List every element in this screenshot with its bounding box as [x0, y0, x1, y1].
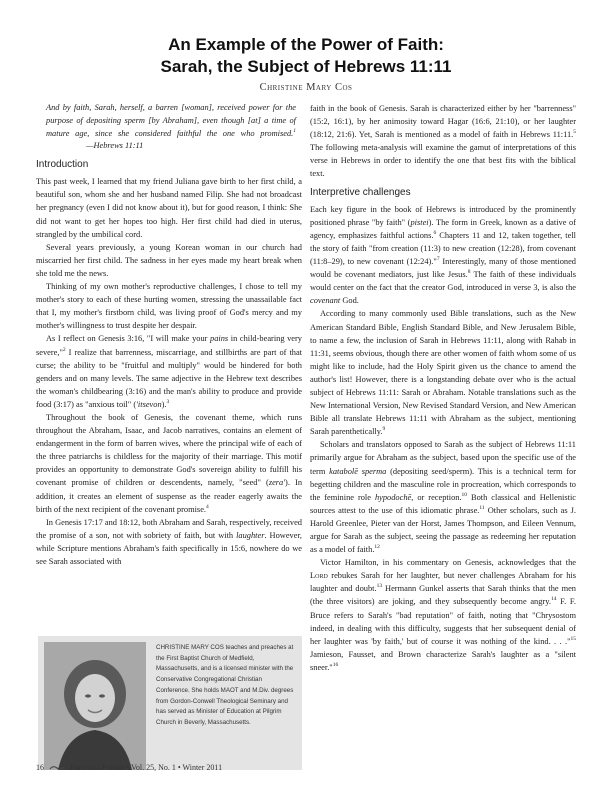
left-column — [36, 102, 302, 568]
issue-info: Vol. 25, No. 1 — [131, 763, 176, 772]
author-byline: Christine Mary Cos — [259, 82, 353, 93]
footnote-ref: 13 — [376, 583, 383, 590]
issue-date: Winter 2011 — [182, 763, 223, 772]
paragraph: Each key figure in the book of Hebrews is introduced by the prominently positioned phrase "by faith" (pistei). The form in Greek, known as a dative of agency, emphasizes faithful actions.$^6$ Chapters 11 and 12, taken together, tell the story of faith "from creation (11:3) to new creation (12:28), from covenant (11:8–29), to new covenant (12:24)."$^7$ Interestingly, many of those mentioned would be covenant mediators, just like Jesus.$^8$ The faith of these individuals would center on the fact that the creator God, introduced in verse 3, is also the covenant God. — [310, 204, 577, 306]
title-line-2: Sarah, the Subject of Hebrews 11:11 — [160, 57, 452, 76]
epigraph-text: And by faith, Sarah, herself, a barren [woman], received power for the purpose of depositing sperm [by Abraham], even though [at] a time of mature age, since she considered faithful the one who promised. — [46, 103, 296, 138]
paragraph: As I reflect on Genesis 3:16, "I will make your pains in child-bearing very severe,"$^2$ I realize that barrenness, miscarriage, and stillbirths are part of that curse; the ability to be "fruitful and multiply" would be hindered for both genders and on many levels. The same adjective in the Hebrew text describes the woman's childbearing (3:16) and the man's ability to produce and provide food (3:17) as "anxious toil" ('itsevon).$^3$ — [36, 334, 302, 409]
bullet-icon: • — [177, 763, 183, 772]
page-footer — [36, 763, 222, 772]
author-bio-text: CHRISTINE MARY COS teaches and preaches at the First Baptist Church of Medfield, Massachusetts, and is a licensed minister with the Conservative Congregational Christian Conference. She holds MAOT and M.Div. degrees from Gordon-Conwell Theological Seminary and has served as Minister of Education at Pilgrim Church in Beverly, Massachusetts. — [156, 644, 294, 726]
footnote-ref: 5 — [573, 129, 576, 136]
footnote-ref: 14 — [550, 596, 557, 603]
footnote-ref: 9 — [382, 426, 386, 433]
footnote-ref: 1 — [293, 127, 296, 134]
paragraph: Victor Hamilton, in his commentary on Genesis, acknowledges that the Lord rebukes Sarah for her laughter, but never challenges Abraham for his laughter and doubt.$^{13}$ Hermann Gunkel asserts that Sarah thinks that the men (the three visitors) are joking, and they subsequently become angry.$^{14}$ F. F. Bruce refers to Sarah's "bad reputation" of faith, noting that "Chrysostom indeed, in dealing with this difficulty, suggests that her subsequent denial of her laughter was 'by faith,' but of course it was nothing of the kind. . . ."$^{15}$ Jamieson, Fausset, and Brown characterize Sarah's laughter as a "silent sneer."$^{16}$ — [310, 558, 576, 672]
heading-interpretive-challenges: Interpretive challenges — [310, 186, 411, 198]
footnote-ref: 16 — [332, 662, 339, 669]
footnote-ref: 15 — [570, 635, 576, 642]
journal-name: Priscilla Papers — [70, 763, 125, 772]
author-portrait-icon — [44, 642, 146, 770]
author-bio-box — [38, 636, 302, 770]
swash-ornament-icon — [49, 764, 65, 772]
paragraph: According to many commonly used Bible translations, such as the New American Standard Bible, English Standard Bible, and New Jerusalem Bible, to name a few, the inclusion of Sarah in Hebrews 11:11, along with Rahab in 11:31, seems obvious, though there are other women of faith whom some of us might like to include, had the Holy Spirit given us the chance to amend the author's list! However, there is a longstanding debate over who is the actual subject of Hebrews 11:11: Sarah or Abraham. Notable translations such as the New International Version, New Revised Standard Version, and New American Bible all translate Hebrews 11:11 with Abraham as the subject, mentioning Sarah parenthetically.$^9$ — [310, 309, 576, 437]
paragraph: This past week, I learned that my friend Juliana gave birth to her first child, a beautiful son, whom she and her husband named Filip. She had not broadcast her pregnancy (even I did not know about it), but for good reason, I think: She did not want to get her hopes too high. Her first child had died in uterus, strangled by the umbilical cord. — [36, 177, 302, 239]
epigraph — [46, 102, 302, 153]
page-number: 16 — [36, 763, 44, 772]
bullet-icon: • — [126, 763, 132, 772]
title-line-1: An Example of the Power of Faith: — [168, 35, 444, 54]
paragraph: faith in the book of Genesis. Sarah is characterized either by her "barrenness" (15:2, 16:1), by her animosity toward Hagar (16:6, 21:10), or her laughter (18:12, 21:6). Yet, Sarah is mentioned as a model of faith in Hebrews 11:11.$^5$ The following meta-analysis will examine the gamut of interpretations of this verse in Hebrews in order to identify the one that best fits with the biblical text. — [310, 104, 576, 179]
footnote-ref: 12 — [374, 544, 380, 551]
footnote-ref: 2 — [62, 346, 66, 353]
footnote-ref: 11 — [479, 505, 485, 512]
footnote-ref: 3 — [166, 399, 170, 406]
paragraph: Several years previously, a young Korean woman in our church had miscarried her first child. The sadness in her eyes made my heart break when she told me the news. — [36, 242, 302, 278]
paragraph: Throughout the book of Genesis, the covenant theme, which runs throughout the Abraham, Isaac, and Jacob narratives, contains an element of endangerment in the form of barren wives, where the principal wife of each of the three patriarchs is childless for the majority of their marriage. This motif provides an opportunity to demonstrate God's sovereign ability to fulfill his covenant promise of children or descendents, namely, "seed" (zera'). In addition, it creates an element of suspense as the reader eagerly awaits the birth of the next recipient of the covenant promise.$^4$ — [36, 412, 303, 514]
paragraph: Scholars and translators opposed to Sarah as the subject of Hebrews 11:11 primarily argue for Abraham as the subject, based upon the specific use of the term katabolē sperma (depositing seed/sperm). This is a technical term for begetting children and the masculine role in procreation, which corresponds to the feminine role hypodochē, or reception.$^{10}$ Both classical and Hellenistic sources attest to the use of this idiomatic phrase.$^{11}$ Other scholars, such as J. Harold Greenlee, Pieter van der Horst, James Thompson, and Eileen Vennum, argue for Sarah as the subject, seeing the passage as redeeming her reputation as a model of faith.$^{12}$ — [310, 440, 576, 555]
heading-introduction: Introduction — [36, 159, 89, 171]
footnote-ref: 10 — [461, 491, 468, 498]
epigraph-ref: —Hebrews 11:11 — [86, 141, 144, 151]
paragraph: Thinking of my own mother's reproductive challenges, I chose to tell my mother's story to each of these hurting women, stressing the unassailable fact that I, my mother's firstborn child, was living proof of God's mercy and my mother's willingness to trust despite her despair. — [36, 282, 302, 331]
footnote-ref: 7 — [436, 256, 440, 263]
paragraph: In Genesis 17:17 and 18:12, both Abraham and Sarah, respectively, received the promise of a son, not with sobriety of faith, but with laughter. However, while Scripture mentions Abraham's faith specifically in 15:6, nowhere do we see Sarah associated with — [36, 517, 303, 566]
footnote-ref: 8 — [467, 269, 471, 276]
footnote-ref: 4 — [206, 503, 209, 510]
right-column — [310, 102, 576, 674]
author-photo — [44, 642, 146, 770]
footnote-ref: 6 — [433, 230, 437, 237]
